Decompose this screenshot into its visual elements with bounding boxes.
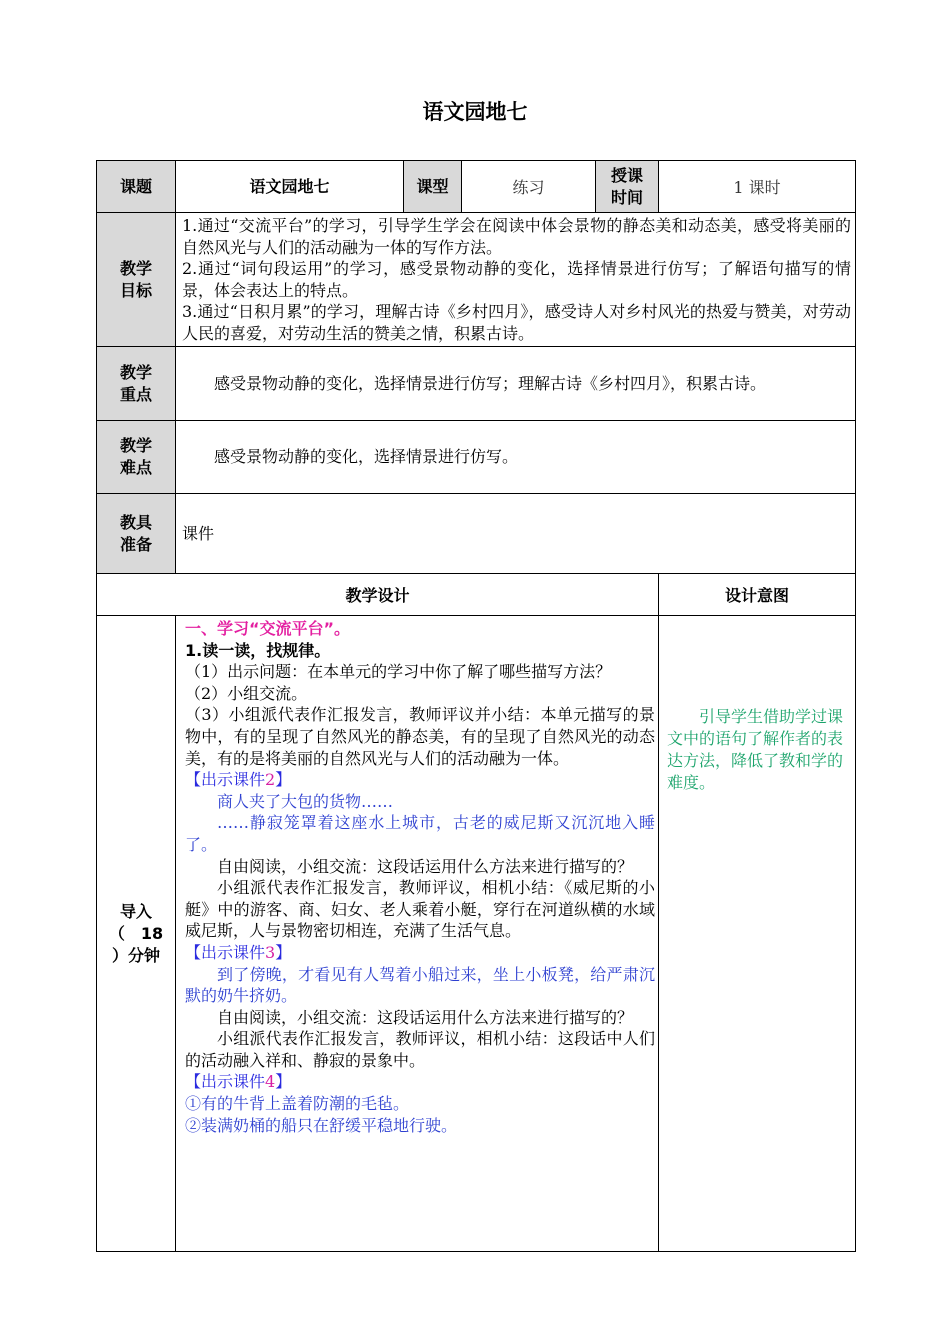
courseware-number: 4 — [265, 1072, 276, 1092]
section-label — [97, 616, 176, 1252]
paragraph: 自由阅读，小组交流：这段话运用什么方法来进行描写的？ — [217, 1007, 634, 1027]
key-points-row — [97, 347, 856, 421]
design-intent — [659, 616, 856, 1252]
quote: ……静寂笼罩着这座水上城市，古老的威尼斯又沉沉地入睡了。 — [185, 813, 655, 854]
topic-label: 课题 — [97, 161, 176, 213]
section-label-line: ）分钟 — [111, 945, 160, 965]
section-label-line: 导入 — [119, 901, 152, 921]
materials-text: 课件 — [176, 494, 856, 574]
materials-label — [97, 494, 176, 574]
topic-value: 语文园地七 — [176, 161, 404, 213]
section-heading: 一、学习“交流平台”。 — [185, 619, 351, 638]
courseware-close: 】 — [275, 942, 292, 962]
goals-row — [97, 213, 856, 347]
goal-item: 2.通过“词句段运用”的学习，感受景物动静的变化，选择情景进行仿写；了解语句描写的情景，体会表达上的特点。 — [182, 259, 851, 300]
courseware-number: 2 — [265, 770, 276, 790]
materials-row — [97, 494, 856, 574]
difficulties-label-text: 教学难点 — [119, 436, 152, 477]
goal-item: 1.通过“交流平台”的学习，引导学生学会在阅读中体会景物的静态美和动态美，感受将美丽的自然风光与人们的活动融为一体的写作方法。 — [182, 216, 851, 257]
intro-section-row — [97, 616, 856, 1252]
courseware-open: 【出示课件 — [185, 770, 266, 790]
courseware-close: 】 — [275, 770, 292, 790]
paragraph: 小组派代表作汇报发言，教师评议，相机小结：《威尼斯的小艇》中的游客、商、妇女、老人乘着小艇，穿行在河道纵横的水域威尼斯，人与景物密切相连，充满了生活气息。 — [185, 878, 655, 941]
courseware-marker — [185, 942, 655, 964]
key-points-label — [97, 347, 176, 421]
courseware-open: 【出示课件 — [185, 1072, 266, 1092]
difficulties-label — [97, 421, 176, 494]
materials-label-text: 教具准备 — [119, 512, 152, 554]
goals-label-text: 教学目标 — [119, 258, 152, 300]
type-label: 课型 — [404, 161, 462, 213]
lesson-plan-table — [96, 160, 856, 1252]
quote: 到了傍晚，才看见有人驾着小船过来，坐上小板凳，给严肃沉默的奶牛挤奶。 — [185, 964, 655, 1006]
difficulties-row — [97, 421, 856, 494]
courseware-open: 【出示课件 — [185, 942, 266, 962]
goals-content — [176, 213, 856, 347]
paragraph: （2）小组交流。 — [185, 683, 308, 703]
time-value: 1 课时 — [659, 161, 856, 213]
design-content — [176, 616, 659, 1252]
quote: ②装满奶桶的船只在舒缓平稳地行驶。 — [185, 1115, 458, 1135]
header-row — [97, 161, 856, 213]
courseware-marker — [185, 769, 655, 791]
goal-item: 3.通过“日积月累”的学习，理解古诗《乡村四月》，感受诗人对乡村风光的热爱与赞美，对劳动人民的喜爱，对劳动生活的赞美之情，积累古诗。 — [182, 302, 851, 343]
design-header-row — [97, 574, 856, 616]
key-points-label-text: 教学重点 — [119, 362, 152, 404]
courseware-number: 3 — [265, 942, 276, 962]
paragraph: （3）小组派代表作汇报发言，教师评议并小结：本单元描写的景物中，有的呈现了自然风光的静态美，有的呈现了自然风光的动态美，有的是将美丽的自然风光与人们的活动融为一体。 — [185, 705, 655, 768]
section-label-line: （ 18 — [108, 923, 164, 943]
paragraph: 小组派代表作汇报发言，教师评议，相机小结：这段话中人们的活动融入祥和、静寂的景象中。 — [185, 1029, 655, 1070]
intent-header: 设计意图 — [659, 574, 856, 616]
time-label — [596, 161, 659, 213]
quote: 商人夹了大包的货物…… — [217, 791, 394, 811]
courseware-close: 】 — [275, 1072, 292, 1092]
page-title: 语文园地七 — [422, 100, 528, 124]
section-sub-heading: 1.读一读，找规律。 — [185, 640, 331, 660]
design-header: 教学设计 — [97, 574, 659, 616]
paragraph: （1）出示问题：在本单元的学习中你了解了哪些描写方法？ — [185, 662, 612, 682]
key-points-text: 感受景物动静的变化，选择情景进行仿写；理解古诗《乡村四月》，积累古诗。 — [176, 347, 856, 421]
type-value: 练习 — [462, 161, 596, 213]
quote: ①有的牛背上盖着防潮的毛毡。 — [185, 1094, 410, 1114]
goals-label — [97, 213, 176, 347]
time-label-text: 授课时间 — [610, 165, 643, 207]
design-intent-text: 引导学生借助学过课文中的语句了解作者的表达方法，降低了教和学的难度。 — [667, 707, 844, 792]
difficulties-text: 感受景物动静的变化，选择情景进行仿写。 — [176, 421, 856, 494]
courseware-marker — [185, 1071, 655, 1093]
paragraph: 自由阅读，小组交流：这段话运用什么方法来进行描写的？ — [217, 856, 634, 876]
